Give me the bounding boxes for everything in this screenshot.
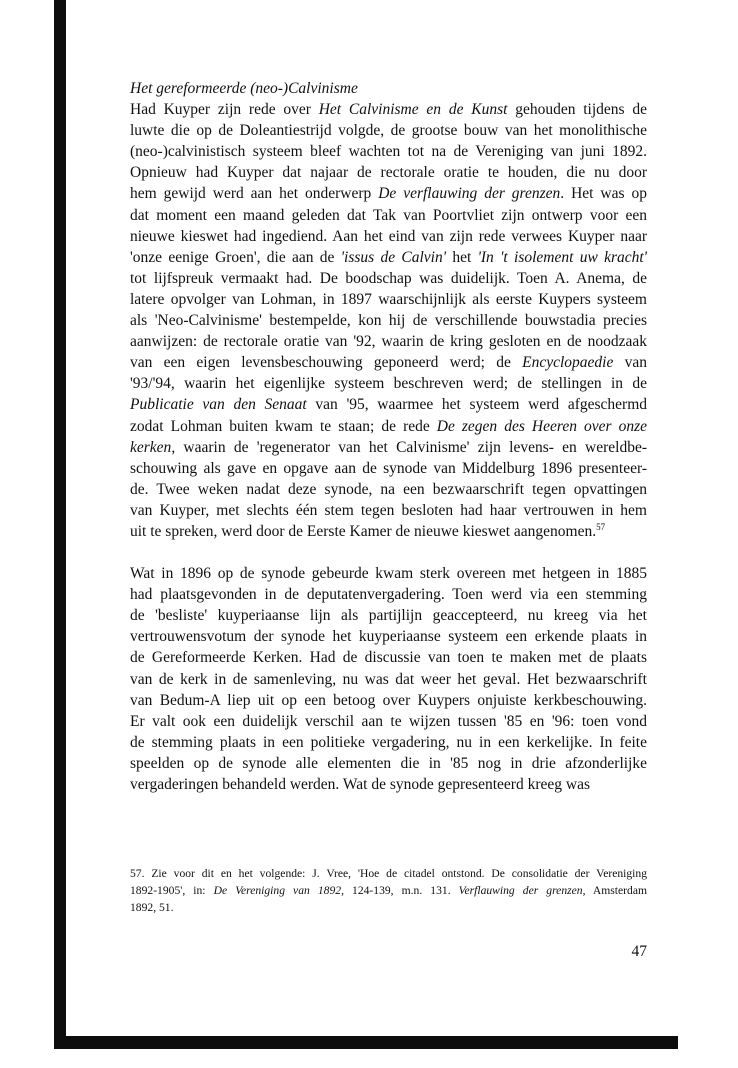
scan-border-bottom — [54, 1036, 678, 1049]
text-run: , Amsterdam — [582, 884, 647, 897]
italic-text: De verflauwing der grenzen — [378, 185, 561, 203]
text-line — [130, 626, 647, 647]
text-run: vergaderingen behandeld werden. Wat de synode gepresenteerd kreeg was — [130, 776, 590, 793]
text-run: 'onze eenige Groen', die aan de — [130, 248, 341, 266]
text-run: 57. Zie voor dit en het volgende: J. Vree, 'Hoe de citadel ontstond. De consolidatie der Vereniging — [130, 867, 647, 880]
text-line — [130, 753, 647, 774]
text-line — [130, 647, 647, 668]
italic-text: De Vereniging van 1892 — [213, 884, 342, 897]
text-line — [130, 711, 647, 732]
text-line — [130, 690, 647, 711]
page-body — [130, 78, 647, 795]
text-run: als 'Neo-Calvinisme' bestempelde, kon hij de verschillende bouwstadia precies — [130, 312, 647, 330]
scan-border-left — [54, 0, 66, 1048]
text-line — [130, 373, 647, 394]
text-run: Had Kuyper zijn rede over — [130, 101, 319, 119]
text-run: van Bedum-A liep uit op een betoog over Kuypers onjuiste kerkbeschouwing. — [130, 691, 647, 709]
text-run: , 124-139, m.n. 131. — [341, 884, 459, 897]
text-run: dat moment een maand geleden dat Tak van Poortvliet zijn ontwerp voor een — [130, 206, 647, 224]
section-heading: Het gereformeerde (neo-)Calvinisme — [130, 80, 358, 97]
text-line — [130, 141, 647, 162]
text-line — [130, 732, 647, 753]
text-run: zodat Lohman buiten kwam te staan; de rede — [130, 417, 437, 435]
text-line — [130, 268, 647, 289]
text-line — [130, 669, 647, 690]
text-line — [130, 500, 647, 521]
paragraph-2 — [130, 563, 647, 795]
text-line — [130, 521, 647, 542]
text-run: de Gereformeerde Kerken. Had de discussie van toen te maken met de plaats — [130, 649, 647, 667]
text-run: Wat in 1896 op de synode gebeurde kwam sterk overeen met hetgeen in 1885 — [130, 565, 647, 583]
text-line — [130, 437, 647, 458]
italic-text: Verflauwing der grenzen — [458, 884, 583, 897]
footnote-line — [130, 882, 647, 899]
text-line — [130, 331, 647, 352]
paragraph-1 — [130, 99, 647, 542]
text-run: , waarin de 'regenerator van het Calvinisme' zijn levens- en wereldbe- — [171, 438, 647, 456]
italic-text: 'In 't isolement uw kracht' — [477, 248, 647, 266]
footnote-line — [130, 865, 647, 882]
text-run: . Het was op — [560, 185, 647, 203]
italic-text: Publicatie van den Senaat — [130, 396, 307, 414]
footnote-block — [130, 865, 647, 916]
text-line — [130, 458, 647, 479]
footnote-line — [130, 899, 647, 916]
text-run: (neo-)calvinistisch systeem bleef wachten tot na de Vereniging van juni 1892. — [130, 143, 647, 161]
text-line — [130, 247, 647, 268]
text-line — [130, 162, 647, 183]
text-run: het — [446, 248, 478, 266]
paragraph-spacer — [130, 542, 647, 563]
text-line — [130, 416, 647, 437]
text-line — [130, 310, 647, 331]
text-line — [130, 394, 647, 415]
footnote-57 — [130, 865, 647, 916]
text-run: vertrouwensvotum der synode het kuyperiaanse systeem een erkende plaats in — [130, 628, 647, 646]
text-run: gehouden tijdens de — [507, 101, 648, 119]
text-line — [130, 563, 647, 584]
text-line — [130, 183, 647, 204]
text-run: de. Twee weken nadat deze synode, na een bezwaarschrift tegen opvattingen — [130, 480, 647, 498]
text-line — [130, 226, 647, 247]
text-run: luwte die op de Doleantiestrijd volgde, de grootse bouw van het monolithische — [130, 122, 647, 140]
text-line — [130, 120, 647, 141]
italic-text: kerken — [130, 438, 172, 456]
text-line — [130, 205, 647, 226]
page-number: 47 — [631, 943, 647, 960]
text-run: van '95, waarmee het systeem werd afgeschermd — [306, 396, 647, 414]
text-run: nieuwe kieswet had ingediend. Aan het eind van zijn rede verwees Kuyper naar — [130, 227, 647, 245]
text-run: had plaatsgevonden in de deputatenvergadering. Toen werd via een stemming — [130, 586, 647, 604]
text-run: de 'besliste' kuyperiaanse lijn als partijlijn geaccepteerd, nu kreeg via het — [130, 607, 647, 625]
text-line — [130, 479, 647, 500]
text-run: de stemming plaats in een politieke vergadering, nu in een kerkelijke. In feite — [130, 733, 647, 751]
text-run: 1892-1905', in: — [130, 884, 214, 897]
text-line — [130, 584, 647, 605]
text-run: hem gewijd werd aan het onderwerp — [130, 185, 379, 203]
text-run: '93/'94, waarin het eigenlijke systeem beschreven werd; de stellingen in de — [130, 375, 647, 393]
footnote-reference: 57 — [596, 521, 606, 532]
text-run: van de kerk in de samenleving, nu was dat weer het geval. Het bezwaarschrift — [130, 670, 647, 688]
text-run: schouwing als gave en opgave aan de synode van Middelburg 1896 presenteer- — [130, 459, 647, 477]
text-run: tot lijfspreuk vermaakt had. De boodschap was duidelijk. Toen A. Anema, de — [130, 269, 647, 287]
italic-text: Het Calvinisme en de Kunst — [318, 101, 508, 119]
text-run: Opnieuw had Kuyper dat najaar de rectorale oratie te houden, die nu door — [130, 164, 647, 182]
text-line — [130, 289, 647, 310]
text-run: 1892, 51. — [130, 901, 174, 914]
text-line — [130, 774, 647, 795]
italic-text: 'issus de Calvin' — [340, 248, 447, 266]
text-run: speelden op de synode alle elementen die in '85 nog in drie afzonderlijke — [130, 754, 647, 772]
text-line — [130, 99, 647, 120]
text-line — [130, 352, 647, 373]
italic-text: Encyclopaedie — [522, 354, 614, 372]
text-run: uit te spreken, werd door de Eerste Kamer de nieuwe kieswet aangenomen. — [130, 522, 597, 540]
text-run: van Kuyper, met slechts één stem tegen besloten had haar vertrouwen in hem — [130, 501, 647, 519]
text-run: Er valt ook een duidelijk verschil aan te wijzen tussen '85 en '96: toen vond — [130, 712, 647, 730]
text-line — [130, 605, 647, 626]
text-run: van — [613, 354, 647, 372]
text-run: latere opvolger van Lohman, in 1897 waarschijnlijk als eerste Kuypers systeem — [130, 290, 647, 308]
italic-text: De zegen des Heeren over onze — [436, 417, 647, 435]
text-run: van een eigen levensbeschouwing geponeerd werd; de — [130, 354, 523, 372]
text-run: aanwijzen: de rectorale oratie van '92, waarin de kring gesloten en de noodzaak — [130, 333, 647, 351]
